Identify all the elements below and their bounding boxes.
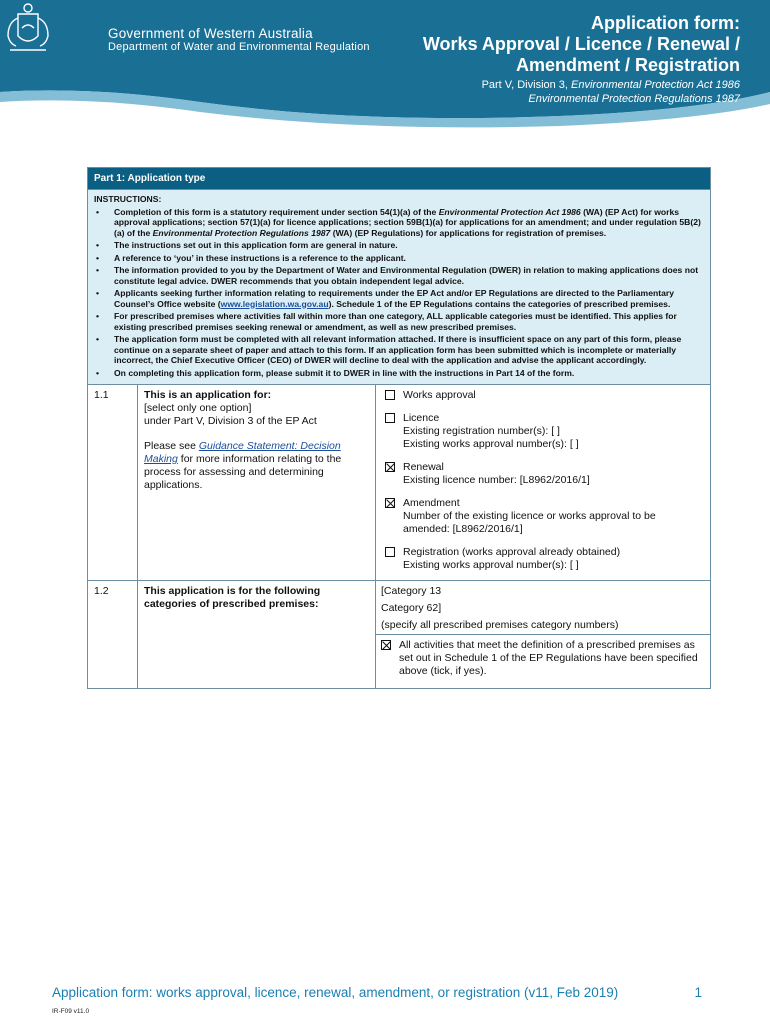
subtitle-act: Environmental Protection Act 1986 xyxy=(571,79,740,91)
option-renewal xyxy=(385,461,704,487)
category-note: (specify all prescribed premises category numbers) xyxy=(381,619,619,631)
works-approval-checkbox[interactable] xyxy=(385,390,395,400)
form-subtitle xyxy=(482,78,740,106)
instruction-item: • Applicants seeking further information relating to requirements under the EP Act and/or EP Regulations are directed to the Parliamentary Counsel’s Office website (www.legislation.wa.gov.au). Schedule 1 of the EP Regulations contains the categories of prescribed premises. xyxy=(94,288,704,309)
question-label-cell xyxy=(138,385,376,580)
option-label: All activities that meet the definition of a prescribed premises as set out in Schedule 1 of the EP Regulations have been specified above (tick, if yes). xyxy=(399,639,698,677)
question-label: This application is for the following categories of prescribed premises: xyxy=(138,581,376,688)
subtitle-regulations: Environmental Protection Regulations 1987 xyxy=(528,93,740,105)
option-label: Renewal xyxy=(403,461,444,473)
title-line-2: Works Approval / Licence / Renewal / xyxy=(422,34,740,54)
option-all-activities xyxy=(381,639,705,678)
registration-checkbox[interactable] xyxy=(385,547,395,557)
category-field[interactable] xyxy=(376,581,710,634)
question-1-1-row xyxy=(88,384,710,580)
page-footer xyxy=(52,985,702,1000)
question-note: [select only one option] xyxy=(144,402,252,414)
question-note: under Part V, Division 3 of the EP Act xyxy=(144,415,317,427)
instruction-item: • For prescribed premises where activities fall within more than one category, ALL applicable categories must be identified. This applies for existing prescribed premises seeking renewal or amendment, as well as new prescribed premises. xyxy=(94,311,704,332)
category-confirmation xyxy=(376,634,710,688)
all-activities-checkbox[interactable] xyxy=(381,640,391,650)
instruction-item: • The instructions set out in this application form are general in nature. xyxy=(94,240,704,251)
licence-number-field[interactable]: Existing licence number: [L8962/2016/1] xyxy=(403,474,590,486)
works-approval-number-field[interactable]: Existing works approval number(s): [ ] xyxy=(403,438,579,450)
question-number: 1.2 xyxy=(88,581,138,688)
option-label: Registration (works approval already obtained) xyxy=(403,546,621,558)
page-header xyxy=(0,0,770,130)
licence-checkbox[interactable] xyxy=(385,413,395,423)
question-label: This is an application for: xyxy=(144,389,272,401)
guidance-statement-link[interactable]: Guidance Statement: Decision Making xyxy=(144,440,341,465)
option-label: Licence xyxy=(403,412,440,424)
guidance-text: Please see Guidance Statement: Decision Making for more information relating to the process for assessing and determining applications. xyxy=(144,440,342,491)
instructions-heading: INSTRUCTIONS: xyxy=(94,194,162,204)
renewal-checkbox[interactable] xyxy=(385,462,395,472)
part1-heading: Part 1: Application type xyxy=(88,168,710,189)
form-title xyxy=(423,13,740,76)
footer-title: Application form: works approval, licence, renewal, amendment, or registration (v11, Feb 2019) xyxy=(52,985,619,1000)
instruction-item: • The information provided to you by the Department of Water and Environmental Regulation (DWER) in relation to making applications does not constitute legal advice. DWER recommends that you obtain independent legal advice. xyxy=(94,265,704,286)
instruction-item: • Completion of this form is a statutory requirement under section 54(1)(a) of the Environmental Protection Act 1986 (WA) (EP Act) for works approval applications; section 57(1)(a) for licence applications; section 59B(1)(a) for applications for an amendment; and under regulation 5B(2)(a) of the Environmental Protection Regulations 1987 (WA) (EP Regulations) for applications for registration of premises. xyxy=(94,207,704,239)
subtitle-prefix: Part V, Division 3, xyxy=(481,79,572,91)
form-version: IR-F09 v11.0 xyxy=(52,1008,90,1015)
category-cell xyxy=(376,581,710,688)
option-registration xyxy=(385,546,704,572)
registration-works-approval-field[interactable]: Existing works approval number(s): [ ] xyxy=(403,559,579,571)
instruction-item: • On completing this application form, please submit it to DWER in line with the instructions in Part 14 of the form. xyxy=(94,368,704,379)
instructions-list xyxy=(94,207,704,379)
instruction-item: • A reference to ‘you’ in these instructions is a reference to the applicant. xyxy=(94,253,704,264)
option-licence xyxy=(385,412,704,451)
instruction-item: • The application form must be completed with all relevant information attached. If there is insufficient space on any part of this form, please continue on a separate sheet of paper and attach to this form. If an application form has been submitted which is incomplete or materially incorrect, the Chief Executive Officer (CEO) of DWER will decline to deal with the application and advise the applicant accordingly. xyxy=(94,334,704,366)
question-number: 1.1 xyxy=(88,385,138,580)
instructions-box xyxy=(88,189,710,384)
option-works-approval xyxy=(385,389,704,402)
option-label: Works approval xyxy=(403,389,476,401)
department-name: Department of Water and Environmental Regulation xyxy=(108,41,370,53)
legislation-link[interactable]: www.legislation.wa.gov.au xyxy=(220,298,329,309)
question-1-2-row xyxy=(88,580,710,688)
coat-of-arms-icon xyxy=(0,0,56,58)
registration-number-field[interactable]: Existing registration number(s): [ ] xyxy=(403,425,560,437)
part1-form xyxy=(87,167,711,689)
title-line-1: Application form: xyxy=(591,13,740,33)
page-number: 1 xyxy=(694,985,702,1000)
option-amendment xyxy=(385,497,704,536)
amendment-checkbox[interactable] xyxy=(385,498,395,508)
category-entry: [Category 13 xyxy=(381,585,442,597)
title-line-3: Amendment / Registration xyxy=(515,55,740,75)
government-name: Government of Western Australia xyxy=(108,26,313,41)
category-entry: Category 62] xyxy=(381,602,442,614)
application-options xyxy=(376,385,710,580)
option-label: Amendment xyxy=(403,497,460,509)
amended-licence-field[interactable]: Number of the existing licence or works approval to be amended: [L8962/2016/1] xyxy=(403,510,656,535)
